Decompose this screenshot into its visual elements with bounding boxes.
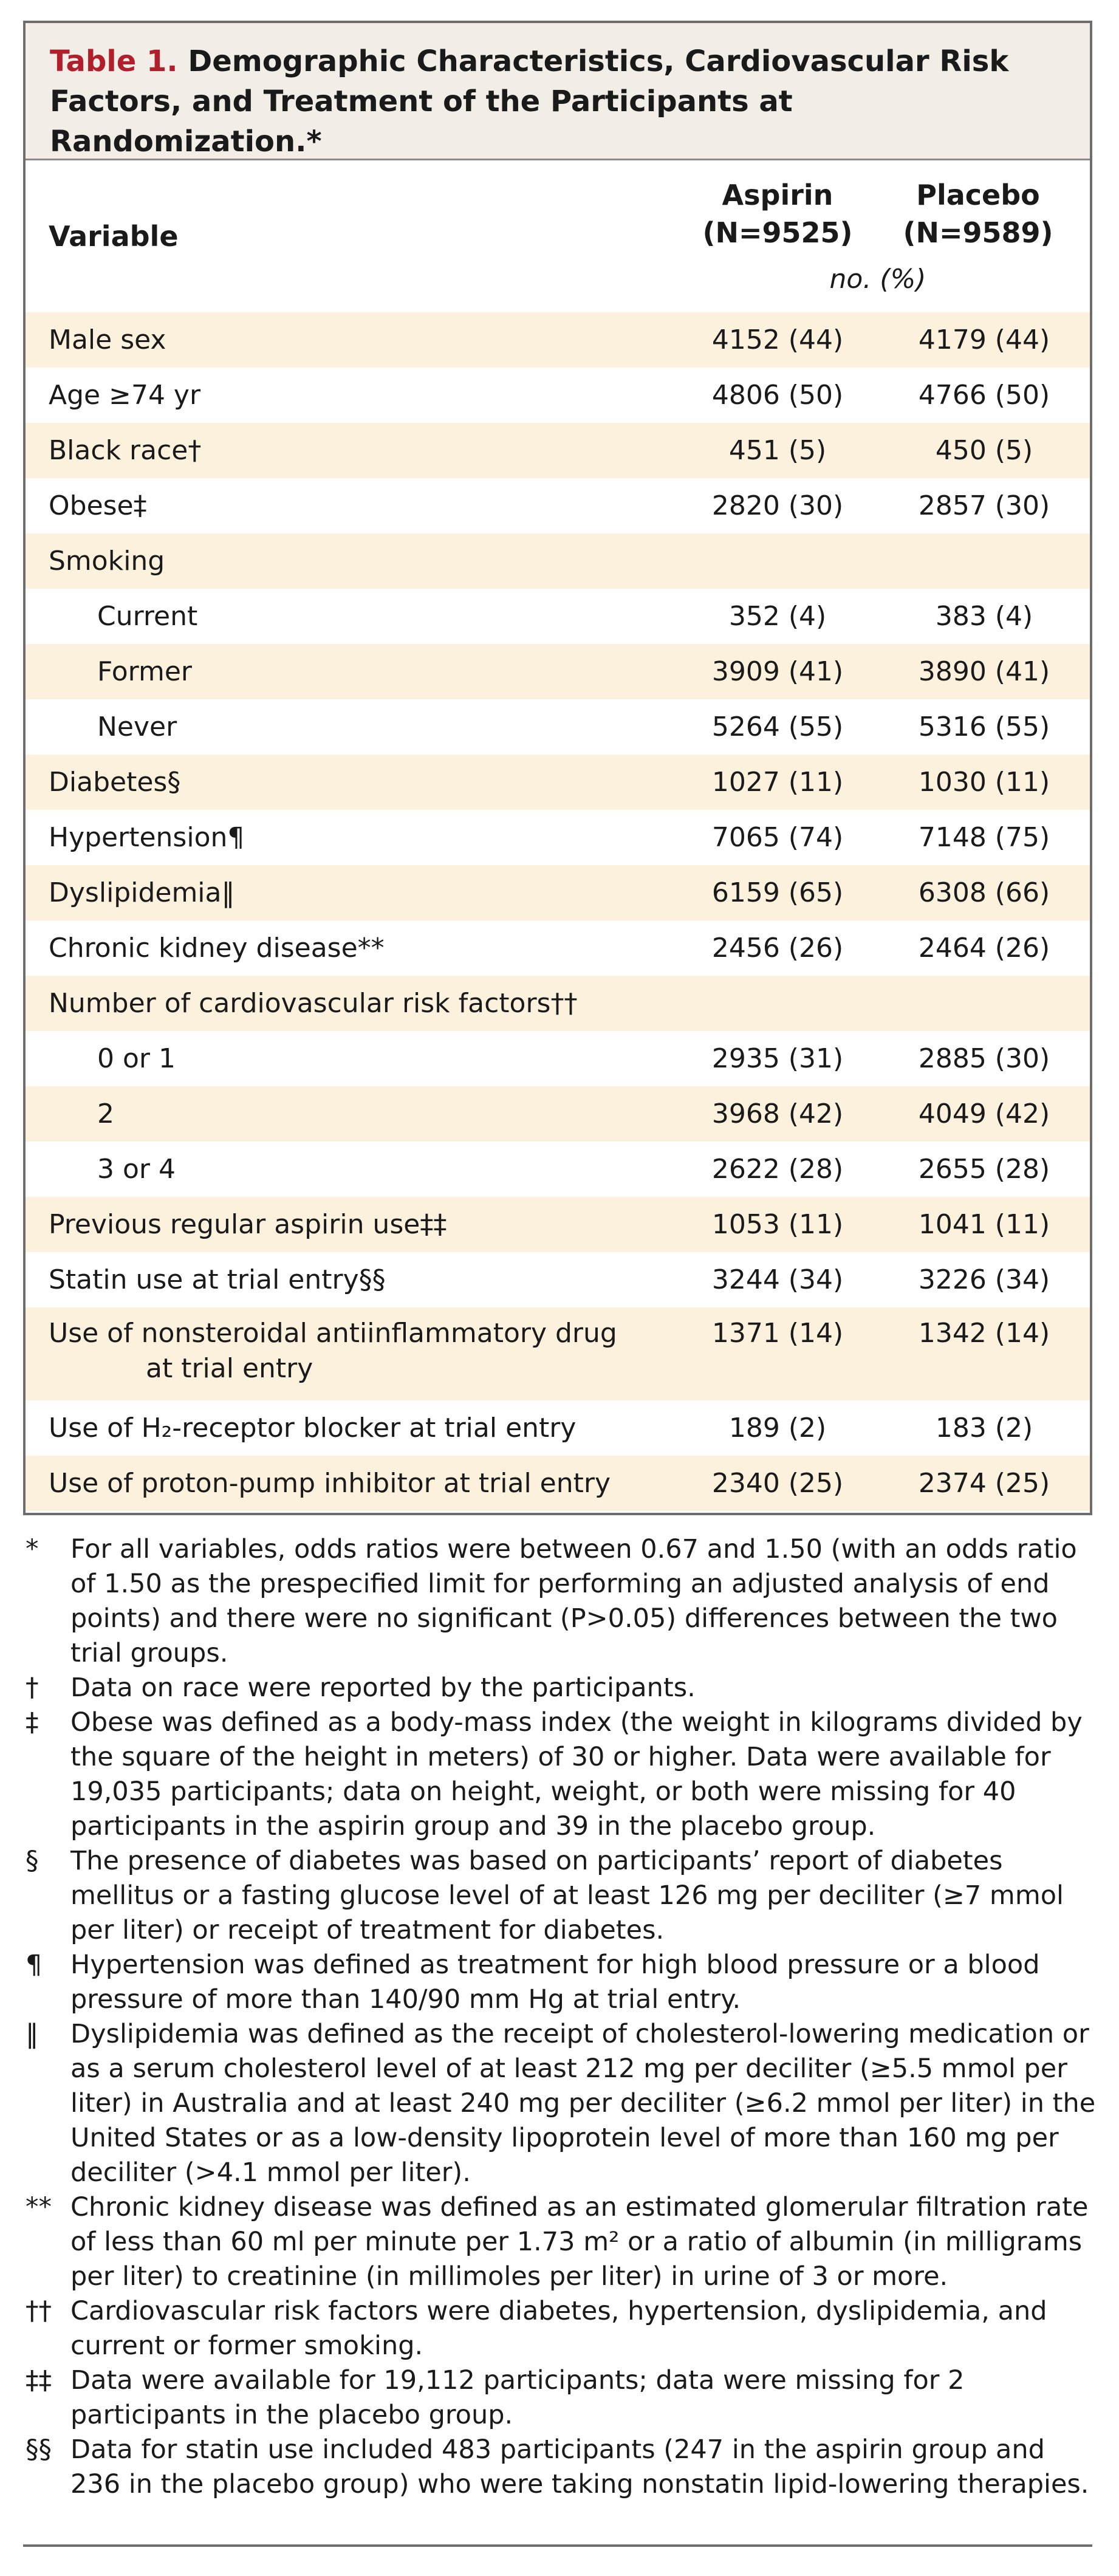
footnote	[23, 2294, 1098, 2363]
footnote-symbol: ‡‡	[26, 2365, 52, 2396]
footnote	[23, 1671, 1098, 1705]
table-caption	[26, 23, 1090, 160]
footnote	[23, 1705, 1098, 1844]
row-label: 3 or 4	[97, 1153, 176, 1185]
footnote	[23, 2363, 1098, 2433]
footnote-text: Hypertension was defined as treatment for high blood pressure or a blood pressure of more than 140/90 mm Hg at trial entry.	[70, 1950, 1040, 2015]
aspirin-value: 2456 (26)	[711, 932, 844, 964]
row-label-line1: Use of nonsteroidal antiinflammatory drug	[49, 1318, 617, 1349]
footnote-symbol: §	[26, 1846, 39, 1876]
table-row	[26, 1142, 1090, 1197]
table-row	[26, 920, 1090, 976]
footnote-text: Data were available for 19,112 participants; data were missing for 2 participants in the placebo group.	[70, 2365, 965, 2430]
row-label: 2	[97, 1098, 114, 1129]
row-label: Former	[97, 656, 192, 687]
placebo-value: 1342 (14)	[918, 1318, 1050, 1349]
table-row	[26, 368, 1090, 423]
row-label: Smoking	[49, 545, 165, 577]
row-label-line2: at trial entry	[146, 1353, 313, 1384]
aspirin-value: 4152 (44)	[711, 324, 844, 355]
table-row	[26, 810, 1090, 865]
footnote	[23, 2017, 1098, 2190]
aspirin-value: 4806 (50)	[711, 379, 844, 411]
aspirin-value: 5264 (55)	[711, 711, 844, 742]
table-row	[26, 699, 1090, 755]
table-row	[26, 976, 1090, 1031]
footnote-text: Cardiovascular risk factors were diabetes, hypertension, dyslipidemia, and current or former smoking.	[70, 2296, 1047, 2361]
footnote-symbol: §§	[26, 2434, 52, 2465]
table-row	[26, 533, 1090, 589]
footnote-text: Obese was defined as a body-mass index (the weight in kilograms divided by the square of the height in meters) of 30 or higher. Data were available for 19,035 participants; data on height, weight, or both were missing for 40 participants in the aspirin group and 39 in the placebo group.	[70, 1707, 1083, 1841]
aspirin-value: 3244 (34)	[711, 1264, 844, 1295]
table-row	[26, 1197, 1090, 1252]
column-header-placebo	[875, 176, 1081, 252]
row-label: Black race†	[49, 434, 202, 466]
aspirin-value: 1371 (14)	[711, 1318, 844, 1349]
footnote-symbol: ‡	[26, 1707, 39, 1738]
footnote-symbol: **	[26, 2192, 52, 2222]
aspirin-value: 3968 (42)	[711, 1098, 844, 1129]
aspirin-group-name: Aspirin	[722, 179, 833, 211]
table-row	[26, 1456, 1090, 1511]
aspirin-value: 189 (2)	[728, 1412, 827, 1444]
aspirin-value: 7065 (74)	[711, 821, 844, 853]
row-label: Use of proton-pump inhibitor at trial entry	[49, 1467, 611, 1499]
footnote-text: Data on race were reported by the participants.	[70, 1673, 696, 1703]
row-label: 0 or 1	[97, 1043, 176, 1074]
footnote	[23, 2190, 1098, 2294]
row-label: Use of H₂-receptor blocker at trial entry	[49, 1412, 577, 1444]
placebo-value: 6308 (66)	[918, 877, 1050, 908]
footnote	[23, 2433, 1098, 2502]
placebo-value: 450 (5)	[935, 434, 1033, 466]
aspirin-value: 2622 (28)	[711, 1153, 844, 1185]
row-label	[26, 1316, 651, 1386]
row-label: Number of cardiovascular risk factors††	[49, 987, 578, 1019]
row-label: Obese‡	[49, 490, 147, 521]
aspirin-value: 3909 (41)	[711, 656, 844, 687]
row-label: Previous regular aspirin use‡‡	[49, 1208, 447, 1240]
table-row	[26, 644, 1090, 699]
aspirin-value: 6159 (65)	[711, 877, 844, 908]
placebo-group-n: (N=9589)	[903, 216, 1053, 249]
row-label: Hypertension¶	[49, 821, 245, 853]
placebo-group-name: Placebo	[916, 179, 1040, 211]
aspirin-value: 352 (4)	[728, 600, 827, 632]
table-row	[26, 478, 1090, 533]
placebo-value: 1041 (11)	[918, 1208, 1050, 1240]
footnote-symbol: ¶	[26, 1950, 43, 1980]
footnote	[23, 1948, 1098, 2017]
units-label: no. (%)	[829, 264, 926, 295]
aspirin-value: 2935 (31)	[711, 1043, 844, 1074]
placebo-value: 3226 (34)	[918, 1264, 1050, 1295]
table-frame	[23, 21, 1092, 1515]
placebo-value: 4179 (44)	[918, 324, 1050, 355]
placebo-value: 1030 (11)	[918, 766, 1050, 798]
table-row	[26, 423, 1090, 478]
placebo-value: 2857 (30)	[918, 490, 1050, 521]
aspirin-value: 451 (5)	[728, 434, 827, 466]
placebo-value: 7148 (75)	[918, 821, 1050, 853]
table-row	[26, 312, 1090, 368]
column-header-variable: Variable	[49, 220, 179, 253]
placebo-value: 2655 (28)	[918, 1153, 1050, 1185]
placebo-value: 2885 (30)	[918, 1043, 1050, 1074]
footnote-symbol: †	[26, 1673, 39, 1703]
aspirin-group-n: (N=9525)	[702, 216, 853, 249]
aspirin-value: 1027 (11)	[711, 766, 844, 798]
placebo-value: 5316 (55)	[918, 711, 1050, 742]
aspirin-value: 2340 (25)	[711, 1467, 844, 1499]
table-row	[26, 1307, 1090, 1400]
table-row	[26, 755, 1090, 810]
table-row	[26, 589, 1090, 644]
placebo-value: 183 (2)	[935, 1412, 1033, 1444]
footnote-symbol: ‖	[26, 2019, 39, 2049]
footnote-text: Data for statin use included 483 participants (247 in the aspirin group and 236 in the placebo group) who were taking nonstatin lipid-lowering therapies.	[70, 2434, 1089, 2499]
aspirin-value: 2820 (30)	[711, 490, 844, 521]
row-label: Chronic kidney disease**	[49, 932, 385, 964]
footnote-symbol: ††	[26, 2296, 52, 2326]
footnote	[23, 1532, 1098, 1671]
row-label: Age ≥74 yr	[49, 379, 201, 411]
placebo-value: 4766 (50)	[918, 379, 1050, 411]
bottom-rule	[23, 2544, 1092, 2547]
table-row	[26, 1252, 1090, 1307]
placebo-value: 3890 (41)	[918, 656, 1050, 687]
table-row	[26, 865, 1090, 920]
table-title: Demographic Characteristics, Cardiovascular Risk Factors, and Treatment of the Participants at Randomization.*	[50, 44, 1009, 159]
row-label: Current	[97, 600, 198, 632]
table-row	[26, 1400, 1090, 1456]
aspirin-value: 1053 (11)	[711, 1208, 844, 1240]
table-row	[26, 1086, 1090, 1142]
row-label: Dyslipidemia‖	[49, 877, 235, 908]
footnote-symbol: *	[26, 1534, 39, 1564]
footnote-text: Dyslipidemia was defined as the receipt of cholesterol-lowering medication or as a serum cholesterol level of at least 212 mg per deciliter (≥5.5 mmol per liter) in Australia and at least 240 mg per deciliter (≥6.2 mmol per liter) in the United States or as a low-density lipoprotein level of more than 160 mg per deciliter (>4.1 mmol per liter).	[70, 2019, 1096, 2188]
row-label: Never	[97, 711, 177, 742]
placebo-value: 383 (4)	[935, 600, 1033, 632]
row-label: Male sex	[49, 324, 166, 355]
row-label: Statin use at trial entry§§	[49, 1264, 386, 1295]
table-row	[26, 1031, 1090, 1086]
row-label: Diabetes§	[49, 766, 181, 798]
table-header	[26, 160, 1090, 312]
placebo-value: 2464 (26)	[918, 932, 1050, 964]
footnote-text: The presence of diabetes was based on participants’ report of diabetes mellitus or a fasting glucose level of at least 126 mg per deciliter (≥7 mmol per liter) or receipt of treatment for diabetes.	[70, 1846, 1064, 1945]
footnote-text: For all variables, odds ratios were between 0.67 and 1.50 (with an odds ratio of 1.50 as the prespecified limit for performing an adjusted analysis of end points) and there were no significant (P>0.05) differences between the two trial groups.	[70, 1534, 1077, 1668]
table-body	[26, 312, 1090, 1511]
placebo-value: 4049 (42)	[918, 1098, 1050, 1129]
column-header-aspirin	[674, 176, 881, 252]
table-number: Table 1.	[50, 44, 178, 78]
footnote	[23, 1844, 1098, 1948]
footnote-text: Chronic kidney disease was defined as an estimated glomerular filtration rate of less than 60 ml per minute per 1.73 m² or a ratio of albumin (in milligrams per liter) to creatinine (in millimoles per liter) in urine of 3 or more.	[70, 2192, 1089, 2292]
table-footnotes	[23, 1532, 1098, 2502]
placebo-value: 2374 (25)	[918, 1467, 1050, 1499]
